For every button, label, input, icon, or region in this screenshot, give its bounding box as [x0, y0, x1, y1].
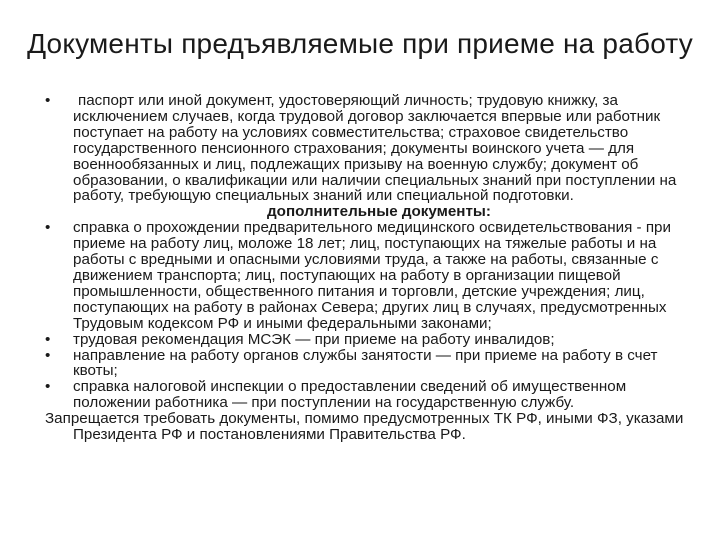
closing-statement: Запрещается требовать документы, помимо предусмотренных ТК РФ, иными ФЗ, указами Президента РФ и постановлениями Правительства РФ.: [45, 410, 684, 444]
slide-content: [45, 93, 685, 443]
list-item-text: справка налоговой инспекции о предоставлении сведений об имущественном положении работника — при поступлении на государственную службу.: [73, 378, 627, 412]
bullet-icon: •: [45, 378, 51, 396]
list-item-main-documents: [45, 93, 685, 204]
list-item-tax-certificate: [45, 379, 685, 411]
bullet-icon: •: [45, 346, 51, 364]
slide-title: Документы предъявляемые при приеме на работу: [27, 28, 693, 59]
list-item-text: справка о прохождении предварительного медицинского освидетельствования - при приеме на работу лиц, моложе 18 лет; лиц, поступающих на тяжелые работы и на работы с вредными и опасными условиями труда, а также на работы, связанные с движением транспорта; лиц, поступающих на работу в организации пищевой промышленности, общественного питания и торговли, детские учреждения; лиц, поступающих на работу в районах Севера; других лиц в случаях, предусмотренных Трудовым кодексом РФ и иными федеральными законами;: [73, 219, 671, 332]
additional-documents-heading: дополнительные документы:: [267, 203, 491, 221]
bullet-icon: •: [45, 92, 51, 109]
list-item-text: направление на работу органов службы занятости — при приеме на работу в счет квоты;: [73, 346, 658, 380]
list-item-msek-recommendation: [45, 332, 685, 348]
list-item-employment-referral: [45, 348, 685, 380]
list-item-medical-certificate: [45, 220, 685, 331]
bullet-icon: •: [45, 219, 51, 237]
list-item-text: трудовая рекомендация МСЭК — при приеме на работу инвалидов;: [73, 330, 555, 348]
list-item-text: паспорт или иной документ, удостоверяющий личность; трудовую книжку, за исключением случаев, когда трудовой договор заключается впервые или работник поступает на работу на условиях совместительства; страховое свидетельство государственного пенсионного страхования; документы воинского учета — для военнообязанных и лиц, подлежащих призыву на военную службу; документ об образовании, о квалификации или наличии специальных знаний при поступлении на работу, требующую специальных знаний или специальной подготовки.: [73, 92, 677, 205]
bullet-icon: •: [45, 330, 51, 348]
